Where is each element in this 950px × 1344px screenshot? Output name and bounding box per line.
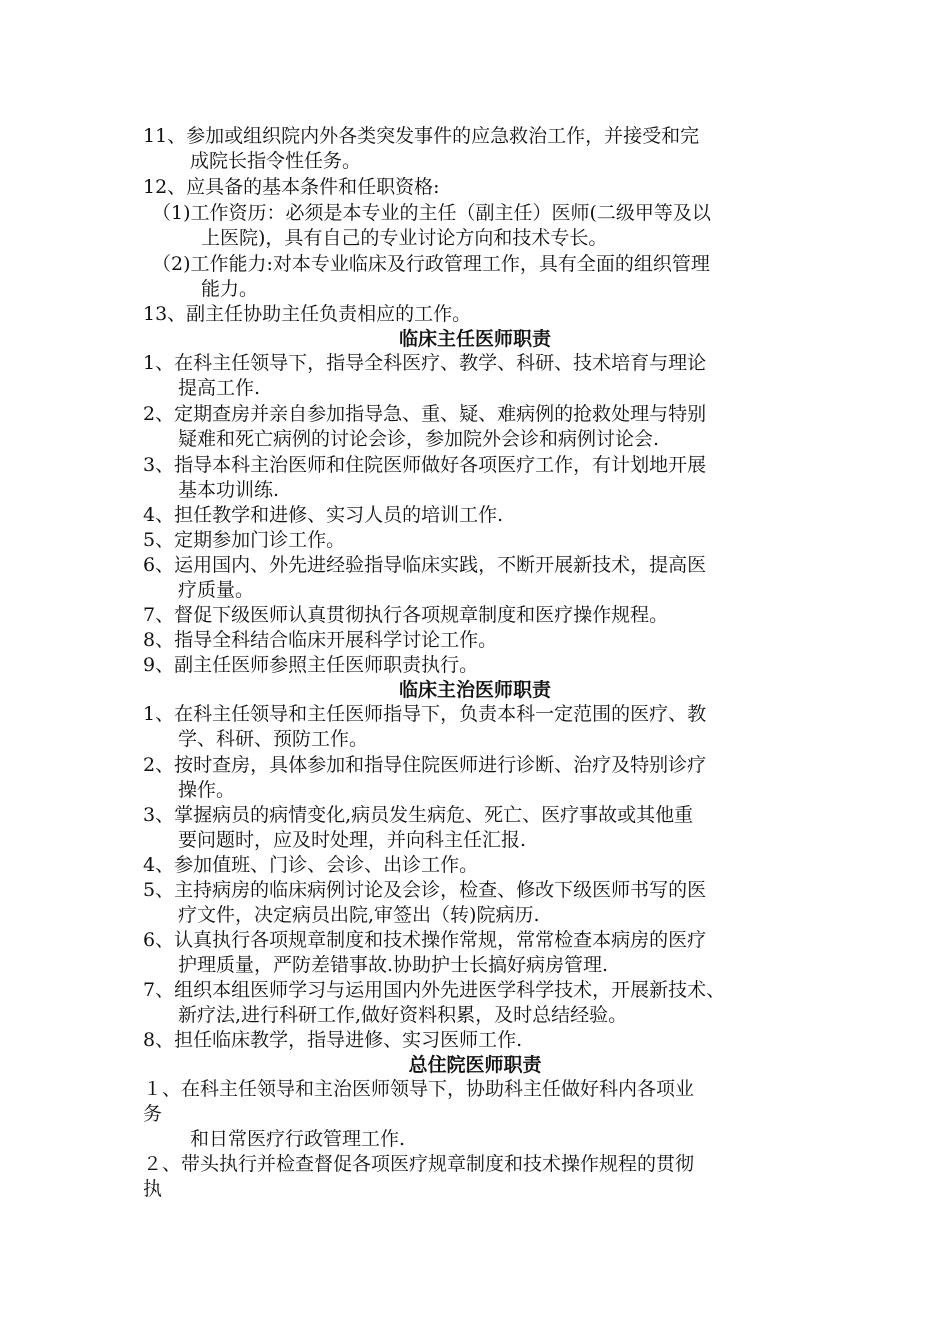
attending-item-5-line1: 5、主持病房的临床病例讨论及会诊，检查、修改下级医师书写的医 xyxy=(143,879,707,901)
attending-item-3-line1: 3、掌握病员的病情变化,病员发生病危、死亡、医疗事故或其他重 xyxy=(143,804,694,826)
chief-item-2-line2: 疑难和死亡病例的讨论会诊，参加院外会诊和病例讨论会. xyxy=(178,428,660,450)
chief-item-7-line1: 7、督促下级医师认真贯彻执行各项规章制度和医疗操作规程。 xyxy=(143,604,669,626)
attending-item-6-line2: 护理质量，严防差错事故.协助护士长搞好病房管理. xyxy=(178,954,609,976)
attending-item-4-line1: 4、参加值班、门诊、会诊、出诊工作。 xyxy=(143,854,479,876)
chief-item-3-line1: 3、指导本科主治医师和住院医师做好各项医疗工作，有计划地开展 xyxy=(143,454,707,476)
resident-item-1-line2: 务 xyxy=(143,1103,163,1125)
attending-item-7-line1: 7、组织本组医师学习与运用国内外先进医学科学技术，开展新技术、 xyxy=(143,979,726,1001)
resident-item-2-line1: ２、带头执行并检查督促各项医疗规章制度和技术操作规程的贯彻 xyxy=(143,1153,695,1175)
chief-item-3-line2: 基本功训练. xyxy=(178,479,280,501)
chief-item-8-line1: 8、指导全科结合临床开展科学讨论工作。 xyxy=(143,629,498,651)
attending-item-6-line1: 6、认真执行各项规章制度和技术操作常规，常常检查本病房的医疗 xyxy=(143,929,707,951)
section-title-resident: 总住院医师职责 xyxy=(408,1054,542,1076)
item-13-line1: 13、副主任协助主任负责相应的工作。 xyxy=(143,303,472,325)
item-12-sub1-line2: 上医院)，具有自己的专业讨论方向和技术专长。 xyxy=(201,227,608,249)
chief-item-6-line1: 6、运用国内、外先进经验指导临床实践，不断开展新技术，提高医 xyxy=(143,554,707,576)
chief-item-4-line1: 4、担任教学和进修、实习人员的培训工作. xyxy=(143,504,504,526)
attending-item-2-line1: 2、按时查房，具体参加和指导住院医师进行诊断、治疗及特别诊疗 xyxy=(143,754,707,776)
resident-item-1-line3: 和日常医疗行政管理工作. xyxy=(190,1128,406,1150)
item-12-sub2-line1: （2)工作能力:对本专业临床及行政管理工作，具有全面的组织管理 xyxy=(152,253,710,275)
item-12-sub2-line2: 能力。 xyxy=(201,278,259,300)
item-12-line1: 12、应具备的基本条件和任职资格: xyxy=(143,176,440,198)
attending-item-2-line2: 操作。 xyxy=(178,779,236,801)
attending-item-1-line2: 学、科研、预防工作。 xyxy=(178,728,369,750)
chief-item-5-line1: 5、定期参加门诊工作。 xyxy=(143,529,346,551)
chief-item-2-line1: 2、定期查房并亲自参加指导急、重、疑、难病例的抢救处理与特别 xyxy=(143,403,707,425)
attending-item-7-line2: 新疗法,进行科研工作,做好资料积累，及时总结经验。 xyxy=(178,1004,628,1026)
item-11-line1: 11、参加或组织院内外各类突发事件的应急救治工作，并接受和完 xyxy=(143,125,700,147)
attending-item-3-line2: 要问题时，应及时处理，并向科主任汇报. xyxy=(178,829,527,851)
resident-item-2-line2: 执 xyxy=(143,1178,163,1200)
resident-item-1-line1: １、在科主任领导和主治医师领导下，协助科主任做好科内各项业 xyxy=(143,1078,695,1100)
chief-item-1-line2: 提高工作. xyxy=(178,377,261,399)
attending-item-8-line1: 8、担任临床教学，指导进修、实习医师工作. xyxy=(143,1029,523,1051)
item-11-line2: 成院长指令性任务。 xyxy=(190,150,362,172)
chief-item-9-line1: 9、副主任医师参照主任医师职责执行。 xyxy=(143,654,479,676)
item-12-sub1-line1: （1)工作资历：必须是本专业的主任（副主任）医师(二级甲等及以 xyxy=(152,202,711,224)
section-title-attending: 临床主治医师职责 xyxy=(398,679,551,701)
chief-item-6-line2: 疗质量。 xyxy=(178,579,255,601)
attending-item-5-line2: 疗文件，决定病员出院,审签出（转)院病历. xyxy=(178,904,540,926)
section-title-chief: 临床主任医师职责 xyxy=(398,328,551,350)
attending-item-1-line1: 1、在科主任领导和主任医师指导下，负责本科一定范围的医疗、教 xyxy=(143,703,707,725)
chief-item-1-line1: 1、在科主任领导下，指导全科医疗、教学、科研、技术培育与理论 xyxy=(143,352,707,374)
